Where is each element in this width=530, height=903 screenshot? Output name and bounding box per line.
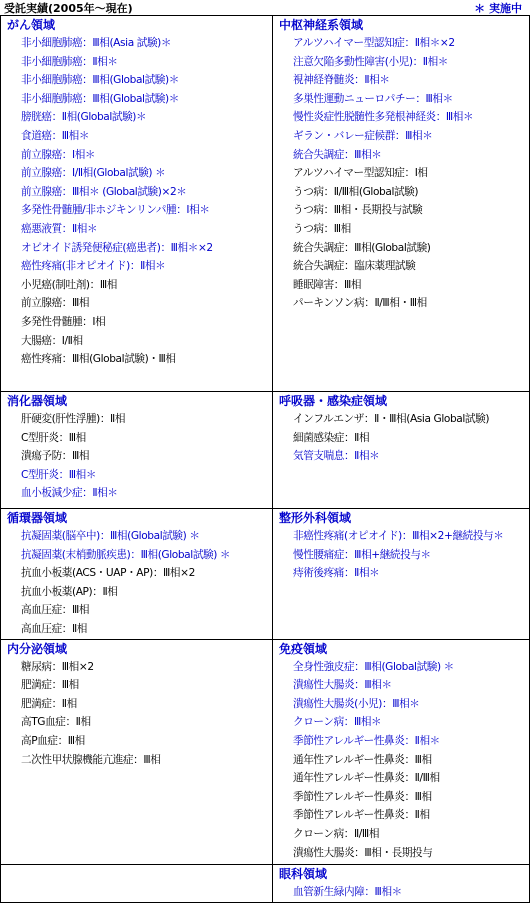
item-list — [273, 527, 529, 583]
list-item: 前立腺癌：Ⅰ/Ⅱ相(Global試験) ＊ — [21, 167, 166, 180]
section-title: 内分泌領域 — [7, 641, 68, 656]
list-item: 注意欠陥多動性障害(小児)：Ⅱ相＊ — [293, 55, 448, 68]
list-item: 前立腺癌：Ⅲ相＊ (Global試験)×2＊ — [21, 185, 187, 198]
list-item: 潰瘍性大腸炎：Ⅲ相＊ — [293, 679, 392, 692]
list-item: 統合失調症：臨床薬理試験 — [293, 260, 416, 273]
section-title: がん領域 — [7, 18, 56, 32]
section-naibunpi — [1, 639, 273, 864]
list-item: 非小細胞肺癌：Ⅱ相＊ — [21, 55, 118, 68]
item-list — [1, 527, 272, 639]
list-item: 肥満症：Ⅲ相 — [21, 679, 79, 692]
list-item: インフルエンザ：Ⅱ・Ⅲ相(Asia Global試験) — [293, 413, 490, 425]
list-item: 非小細胞肺癌：Ⅲ相(Asia 試験)＊ — [21, 37, 172, 49]
list-item: 抗血小板薬(AP)：Ⅱ相 — [21, 585, 118, 598]
list-item: 抗凝固薬(末梢動脈疾患)：Ⅲ相(Global試験) ＊ — [21, 548, 231, 561]
section-chusu — [273, 16, 530, 392]
list-item: クローン病：Ⅱ/Ⅲ相 — [293, 827, 380, 840]
list-item: オピオイド誘発便秘症(癌患者)：Ⅲ相＊×2 — [21, 241, 213, 254]
list-item: 肝硬変(肝性浮腫)：Ⅱ相 — [21, 413, 126, 425]
list-item: 膀胱癌：Ⅱ相(Global試験)＊ — [21, 111, 147, 124]
section-meneki — [273, 639, 530, 864]
list-item: 季節性アレルギー性鼻炎：Ⅱ相 — [293, 809, 430, 822]
list-item: 多発性骨髄腫/非ホジキンリンパ腫：Ⅰ相＊ — [21, 204, 210, 217]
list-item: C型肝炎：Ⅲ相 — [21, 431, 86, 444]
list-item: 視神経脊髄炎：Ⅱ相＊ — [293, 74, 390, 87]
list-item: 癌悪液質：Ⅱ相＊ — [21, 222, 98, 235]
list-item: 統合失調症：Ⅲ相(Global試験) — [293, 241, 431, 254]
item-list — [1, 658, 272, 770]
list-item: うつ病：Ⅲ相 — [293, 222, 351, 235]
section-gan — [1, 16, 273, 392]
list-item: 肥満症：Ⅱ相 — [21, 697, 77, 710]
list-item: 細菌感染症：Ⅱ相 — [293, 431, 370, 444]
page-header — [0, 0, 530, 15]
list-item: うつ病：Ⅱ/Ⅲ相(Global試験) — [293, 185, 419, 198]
list-item: クローン病：Ⅲ相＊ — [293, 716, 382, 729]
list-item: 多巣性運動ニューロパチー：Ⅲ相＊ — [293, 92, 453, 105]
list-item: 高血圧症：Ⅲ相 — [21, 604, 90, 617]
list-item: 全身性強皮症：Ⅲ相(Global試験) ＊ — [293, 660, 454, 673]
list-item: 抗凝固薬(脳卒中)：Ⅲ相(Global試験) ＊ — [21, 530, 200, 542]
item-list — [273, 410, 529, 466]
list-item: 潰瘍性大腸炎：Ⅲ相・長期投与 — [293, 846, 433, 859]
list-item: 糖尿病：Ⅲ相×2 — [21, 660, 94, 673]
list-item: 非小細胞肺癌：Ⅲ相(Global試験)＊ — [21, 92, 179, 105]
list-item: 通年性アレルギー性鼻炎：Ⅲ相 — [293, 753, 432, 766]
table-row — [1, 509, 530, 640]
list-item: 小児癌(制吐剤)：Ⅲ相 — [21, 278, 117, 291]
list-item: 抗血小板薬(ACS・UAP・AP)：Ⅲ相×2 — [21, 567, 195, 580]
list-item: 睡眠障害：Ⅲ相 — [293, 278, 362, 291]
list-item: 統合失調症：Ⅲ相＊ — [293, 148, 382, 161]
section-title: 循環器領域 — [7, 511, 68, 525]
list-item: 前立腺癌：Ⅲ相 — [21, 297, 90, 310]
section-kokyuki — [273, 392, 530, 509]
page-title: 受託実績(2005年～現在) — [4, 2, 133, 15]
list-item: C型肝炎：Ⅲ相＊ — [21, 468, 97, 481]
list-item: 多発性骨髄腫：Ⅰ相 — [21, 315, 106, 328]
table-row — [1, 392, 530, 509]
list-item: 癌性疼痛(非オピオイド)：Ⅱ相＊ — [21, 260, 166, 273]
item-list — [1, 34, 272, 369]
item-list — [273, 34, 529, 313]
item-list — [1, 410, 272, 503]
list-item: パーキンソン病：Ⅱ/Ⅲ相・Ⅲ相 — [293, 297, 427, 310]
ongoing-legend: ＊ 実施中 — [474, 2, 522, 15]
section-shokaki — [1, 392, 273, 509]
list-item: うつ病：Ⅲ相・長期投与試験 — [293, 204, 423, 217]
list-item: 季節性アレルギー性鼻炎：Ⅱ相＊ — [293, 734, 440, 747]
table-row — [1, 639, 530, 864]
list-item: 高TG血症：Ⅱ相 — [21, 716, 91, 729]
section-title: 呼吸器・感染症領域 — [279, 394, 388, 408]
list-item: 食道癌：Ⅲ相＊ — [21, 129, 90, 142]
table-row — [1, 864, 530, 902]
list-item: 痔術後疼痛：Ⅱ相＊ — [293, 567, 380, 580]
section-empty — [1, 864, 273, 902]
list-item: 気管支喘息：Ⅱ相＊ — [293, 450, 380, 463]
list-item: 非癌性疼痛(オピオイド)：Ⅲ相×2+継続投与＊ — [293, 530, 504, 542]
list-item: 血小板減少症：Ⅱ相＊ — [21, 487, 118, 500]
therapeutic-area-table — [0, 15, 530, 903]
section-junkanki — [1, 509, 273, 640]
table-row — [1, 16, 530, 392]
section-title: 消化器領域 — [7, 394, 68, 408]
item-list — [273, 658, 529, 863]
list-item: 前立腺癌：Ⅰ相＊ — [21, 148, 96, 161]
list-item: ギラン・バレー症候群：Ⅲ相＊ — [293, 129, 433, 142]
list-item: アルツハイマー型認知症：Ⅱ相＊×2 — [293, 37, 455, 49]
section-title: 眼科領域 — [279, 866, 328, 881]
list-item: 慢性腰痛症：Ⅲ相+継続投与＊ — [293, 548, 431, 561]
list-item: 季節性アレルギー性鼻炎：Ⅲ相 — [293, 790, 432, 803]
section-ganka — [273, 864, 530, 902]
list-item: 潰瘍予防：Ⅲ相 — [21, 450, 90, 463]
item-list — [273, 883, 529, 902]
list-item: 通年性アレルギー性鼻炎：Ⅱ/Ⅲ相 — [293, 772, 440, 785]
list-item: 慢性炎症性脱髄性多発根神経炎：Ⅲ相＊ — [293, 111, 474, 124]
list-item: 非小細胞肺癌：Ⅲ相(Global試験)＊ — [21, 74, 179, 87]
list-item: 二次性甲状腺機能亢進症：Ⅲ相 — [21, 753, 161, 766]
list-item: 高P血症：Ⅲ相 — [21, 734, 85, 747]
list-item: 癌性疼痛：Ⅲ相(Global試験)・Ⅲ相 — [21, 353, 176, 366]
section-title: 整形外科領域 — [279, 511, 352, 525]
list-item: 血管新生緑内障：Ⅲ相＊ — [293, 885, 402, 898]
list-item: 高血圧症：Ⅱ相 — [21, 622, 87, 635]
list-item: アルツハイマー型認知症：Ⅰ相 — [293, 167, 428, 180]
list-item: 潰瘍性大腸炎(小児)：Ⅲ相＊ — [293, 697, 420, 710]
section-title: 中枢神経系領域 — [279, 18, 364, 32]
section-seikei — [273, 509, 530, 640]
list-item: 大腸癌：Ⅰ/Ⅱ相 — [21, 334, 83, 347]
section-title: 免疫領域 — [279, 641, 328, 656]
